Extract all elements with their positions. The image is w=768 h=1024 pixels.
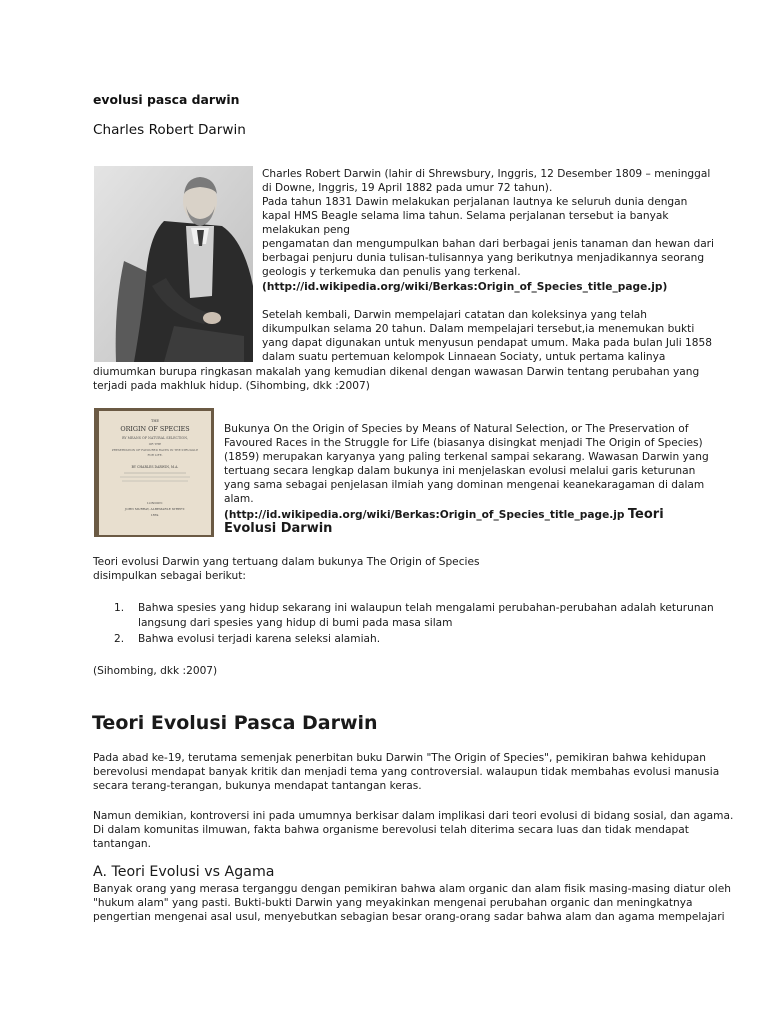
return-line: dikumpulkan selama 20 tahun. Dalam mempelajari tersebut,ia menemukan bukti [262,323,695,335]
list-item-line: Bahwa spesies yang hidup sekarang ini walaupun telah mengalami perubahan-perubahan adalah keturunan [138,602,714,614]
return-line: yang dapat digunakan untuk menyusun pendapat umum. Maka pada bulan Juli 1858 [262,337,712,349]
bio-line: Charles Robert Darwin (lahir di Shrewsbury, Inggris, 12 Desember 1809 – meninggal [262,168,711,180]
return-line: dalam suatu pertemuan kelompok Linnaean Sociaty, untuk pertama kalinya [262,351,666,363]
section-title-darwin: Charles Robert Darwin [93,122,246,138]
bio-line: di Downe, Inggris, 19 April 1882 pada umur 72 tahun). [262,182,553,194]
list-item-line: langsung dari spesies yang hidup di bumi pada masa silam [138,617,453,629]
book-page-sub: BY MEANS OF NATURAL SELECTION, [122,436,188,440]
bio-line: Pada tahun 1831 Dawin melakukan perjalanan lautnya ke seluruh dunia dengan [262,196,688,208]
title-page-drawing [94,408,214,537]
book-link-line [224,508,664,522]
book-line: tertuang secara lengkap dalam bukunya ini menjelaskan evolusi melalui garis keturunan [224,465,696,477]
inline-heading-evolusi-darwin: Evolusi Darwin [224,521,333,536]
bio-line: pengamatan dan mengumpulkan bahan dari berbagai jenis tanaman dan hewan dari [262,238,714,250]
heading-teori-evolusi-pasca-darwin: Teori Evolusi Pasca Darwin [92,712,378,734]
paragraph-line: berevolusi mendapat banyak kritik dan menjadi tema yang controversial. walaupun tidak membahas evolusi manusia [93,766,720,778]
book-page-small: THE [151,419,159,423]
paragraph-line: "hukum alam" yang pasti. Bukti-bukti Darwin yang meyakinkan mengenai perubahan organic dan meningkatnya [93,897,693,909]
portrait-drawing [94,166,253,362]
paragraph-line: pengertian mengenai asal usul, menyebutkan sebagian besar orang-orang sadar bahwa alam dan agama mempelajari [93,911,725,923]
bio-line: berbagai penjuru dunia tulisan-tulisannya yang berikutnya menjadikannya seorang [262,252,705,264]
list-item-line: Bahwa evolusi terjadi karena seleksi alamiah. [138,633,381,645]
book-page-sub: FOR LIFE. [147,453,163,457]
list-number: 1. [114,602,125,614]
paragraph-line: Banyak orang yang merasa terganggu dengan pemikiran bahwa alam organic dan alam fisik masing-masing diatur oleh [93,883,731,895]
book-page-year: 1859. [150,513,160,517]
book-line: (1859) merupakan karyanya yang paling terkenal sampai sekarang. Wawasan Darwin yang [224,451,709,463]
paragraph-line: tantangan. [93,838,152,850]
bio-line: melakukan peng [262,224,350,236]
book-line: alam. [224,493,254,505]
bio-source-link[interactable]: (http://id.wikipedia.org/wiki/Berkas:Origin_of_Species_title_page.jp) [262,281,668,293]
citation: (Sihombing, dkk :2007) [93,665,218,677]
book-line: yang sama sebagai penjelasan ilmiah yang dominan mengenai keanekaragaman di dalam [224,479,705,491]
paragraph-line: Pada abad ke-19, terutama semenjak penerbitan buku Darwin "The Origin of Species", pemikiran bahwa kehidupan [93,752,706,764]
bio-line: geologis y terkemuka dan penulis yang terkenal. [262,266,521,278]
book-line: Bukunya On the Origin of Species by Means of Natural Selection, or The Preservation of [224,423,689,435]
theory-intro-line: disimpulkan sebagai berikut: [93,570,246,582]
bio-line: kapal HMS Beagle selama lima tahun. Selama perjalanan tersebut ia banyak [262,210,669,222]
book-page-publisher: JOHN MURRAY, ALBEMARLE STREET. [125,507,185,511]
document-title: evolusi pasca darwin [93,92,240,107]
darwin-portrait-image [94,166,253,362]
return-line-wide: terjadi pada makhluk hidup. (Sihombing, dkk :2007) [93,380,370,392]
book-page-sub: OR THE [148,442,162,446]
inline-heading-teori: Teori [627,507,664,522]
book-page-title: ORIGIN OF SPECIES [120,425,190,433]
paragraph-line: Namun demikian, kontroversi ini pada umumnya berkisar dalam implikasi dari teori evolusi di bidang sosial, dan agama. [93,810,734,822]
book-line: Favoured Races in the Struggle for Life (biasanya disingkat menjadi The Origin of Species) [224,437,703,449]
theory-intro-line: Teori evolusi Darwin yang tertuang dalam bukunya The Origin of Species [93,556,480,568]
paragraph-line: secara terang-terangan, bukunya mendapat tantangan keras. [93,780,422,792]
book-page-author: BY CHARLES DARWIN, M.A. [131,465,179,469]
book-page-place: LONDON: [147,501,163,505]
return-line-wide: diumumkan burupa ringkasan makalah yang kemudian dikenal dengan wawasan Darwin tentang perubahan yang [93,366,700,378]
return-line: Setelah kembali, Darwin mempelajari catatan dan koleksinya yang telah [262,309,648,321]
book-source-link[interactable]: (http://id.wikipedia.org/wiki/Berkas:Origin_of_Species_title_page.jp [224,509,625,521]
origin-of-species-title-page-image [94,408,214,537]
paragraph-line: Di dalam komunitas ilmuwan, fakta bahwa organisme berevolusi telah diterima secara luas dan tidak mendapat [93,824,689,836]
heading-teori-evolusi-vs-agama: A. Teori Evolusi vs Agama [93,864,275,880]
list-number: 2. [114,633,125,645]
book-page-sub: PRESERVATION OF FAVOURED RACES IN THE STRUGGLE [111,448,199,452]
